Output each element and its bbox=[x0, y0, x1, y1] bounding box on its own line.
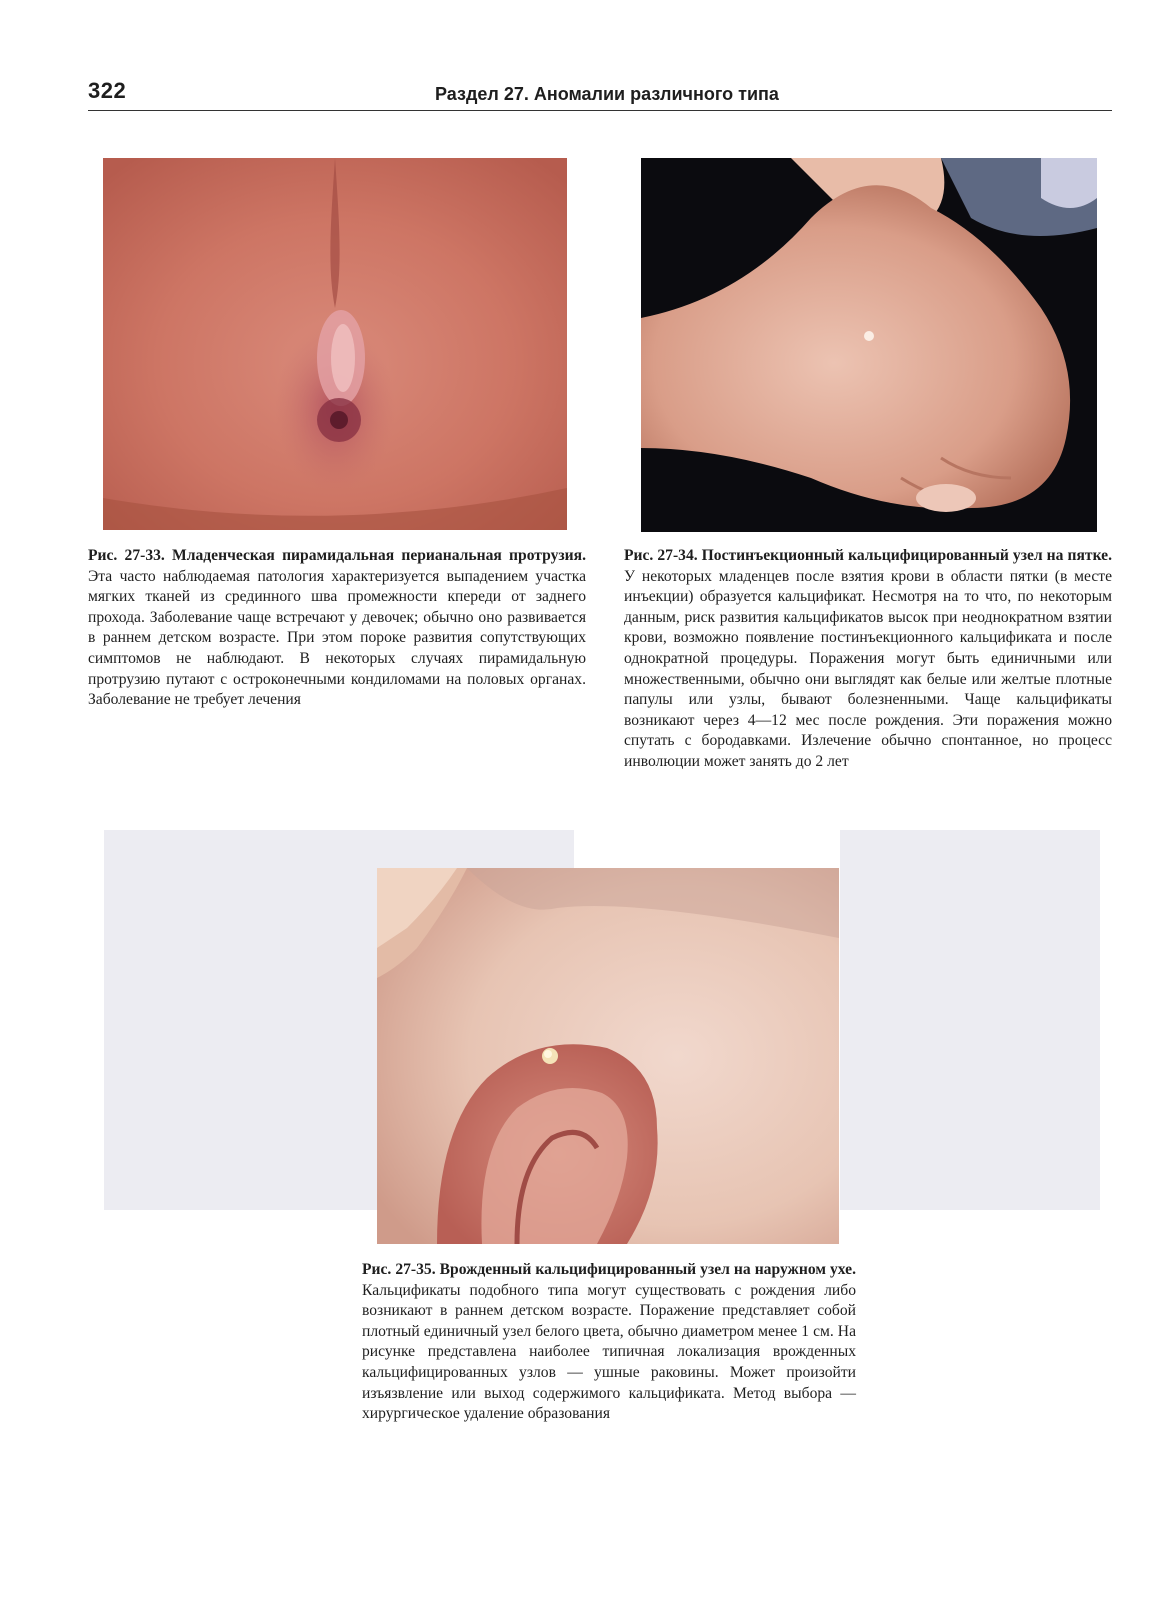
figure-27-34-text: У некоторых младенцев после взятия крови в области пятки (в месте инъекции) образуется кальцификат. Несмотря на то что, по некоторым данным, риск развития кальцификатов высок при неоднократном взятии крови, возможно появление постинъекционного кальцификата и после однократной процедуры. Поражения могут быть единичными или множественными, обычно они выглядят как белые или желтые плотные папулы или узлы, бывают болезненными. Чаще кальцификаты возникают через 4—12 мес после рождения. Эти поражения можно спутать с бородавками. Излечение обычно спонтанное, но процесс инволюции может занять до 2 лет bbox=[624, 567, 1112, 770]
figure-27-34-caption bbox=[624, 546, 1112, 773]
figure-27-35-text: Кальцификаты подобного типа могут существовать с рождения либо возникают в раннем детском возрасте. Поражение представляет собой плотный единичный узел белого цвета, обычно диаметром менее 1 см. На рисунке представлена наиболее типичная локализация врожденных кальцифицированных узлов — ушные раковины. Может произойти изъязвление или выход содержимого кальцификата. Метод выбора — хирургическое удаление образования bbox=[362, 1281, 856, 1423]
page-number: 322 bbox=[88, 78, 127, 103]
header-divider bbox=[88, 110, 1112, 111]
figure-27-33-text: Эта часто наблюдаемая патология характеризуется выпадением участка мягких тканей из срединного шва промежности кпереди от заднего прохода. Заболевание чаще встречают у девочек; обычно оно развивается в раннем детском возрасте. При этом пороке развития сопутствующих симптомов не наблюдают. В некоторых случаях пирамидальную протрузию путают с остроконечными кондиломами на половых органах. Заболевание не требует лечения bbox=[88, 567, 586, 709]
figure-27-35-caption bbox=[362, 1260, 856, 1425]
figure-27-34-title: Рис. 27-34. Постинъекционный кальцифицированный узел на пятке. bbox=[624, 547, 1112, 564]
figure-27-33-photo bbox=[103, 158, 567, 530]
figure-27-33-title: Рис. 27-33. Младенческая пирамидальная перианальная протрузия. bbox=[88, 547, 586, 564]
figure-27-35-photo bbox=[377, 868, 839, 1244]
running-header: Раздел 27. Аномалии различного типа bbox=[435, 84, 779, 104]
figure-27-35-title: Рис. 27-35. Врожденный кальцифицированный узел на наружном ухе. bbox=[362, 1261, 856, 1278]
bleed-through-panel-right bbox=[840, 830, 1100, 1210]
figure-27-34-photo bbox=[641, 158, 1097, 532]
figure-27-33-caption bbox=[88, 546, 586, 711]
